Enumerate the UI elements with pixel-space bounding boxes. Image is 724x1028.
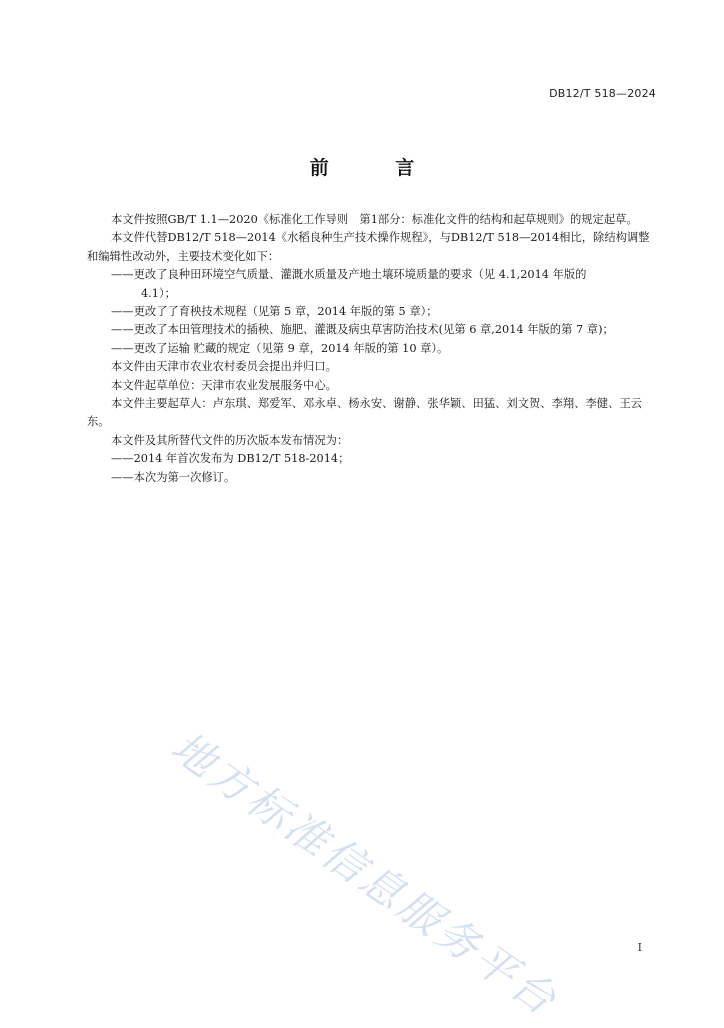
paragraph-history: 本文件及其所替代文件的历次版本发布情况为： xyxy=(111,433,349,447)
change-item-environment-cont: 4.1）； xyxy=(141,286,176,300)
watermark: 地方标准信息服务平台 xyxy=(162,721,568,1026)
page-number: I xyxy=(637,941,642,954)
change-item-transport-storage: ——更改了运输 贮藏的规定（见第 9 章，2014 年版的第 10 章）。 xyxy=(111,341,449,355)
paragraph-replacement: 本文件代替DB12/T 518—2014《水稻良种生产技术操作规程》，与DB12/T 518—2014相比，除结构调整和编辑性改动外，主要技术变化如下： xyxy=(87,231,650,263)
paragraph-drafters: 本文件主要起草人：卢东琪、郑爱军、邓永卓、杨永安、谢静、张华颖、田猛、刘文贺、李翔、李健、王云东。 xyxy=(87,397,642,429)
page-title: 前 言 xyxy=(309,157,445,179)
preface-body xyxy=(87,211,657,487)
history-item-first: ——2014 年首次发布为 DB12/T 518-2014； xyxy=(111,452,350,466)
change-item-environment: ——更改了良种田环境空气质量、灌溉水质量及产地土壤环境质量的要求（见 4.1,2014 年版的 xyxy=(111,268,587,282)
document-code: DB12/T 518—2024 xyxy=(549,87,656,100)
history-item-revision: ——本次为第一次修订。 xyxy=(111,470,236,484)
change-item-field-management: ——更改了本田管理技术的插秧、施肥、灌溉及病虫草害防治技术(见第 6 章,2014 年版的第 7 章)； xyxy=(111,323,614,337)
paragraph-drafting-unit: 本文件起草单位：天津市农业发展服务中心。 xyxy=(111,378,337,392)
paragraph-drafting-basis: 本文件按照GB/T 1.1—2020《标准化工作导则 第1部分：标准化文件的结构和起草规则》的规定起草。 xyxy=(111,213,638,226)
paragraph-proposer: 本文件由天津市农业农村委员会提出并归口。 xyxy=(111,360,337,374)
change-item-seedling: ——更改了了育秧技术规程（见第 5 章，2014 年版的第 5 章）； xyxy=(111,305,438,319)
